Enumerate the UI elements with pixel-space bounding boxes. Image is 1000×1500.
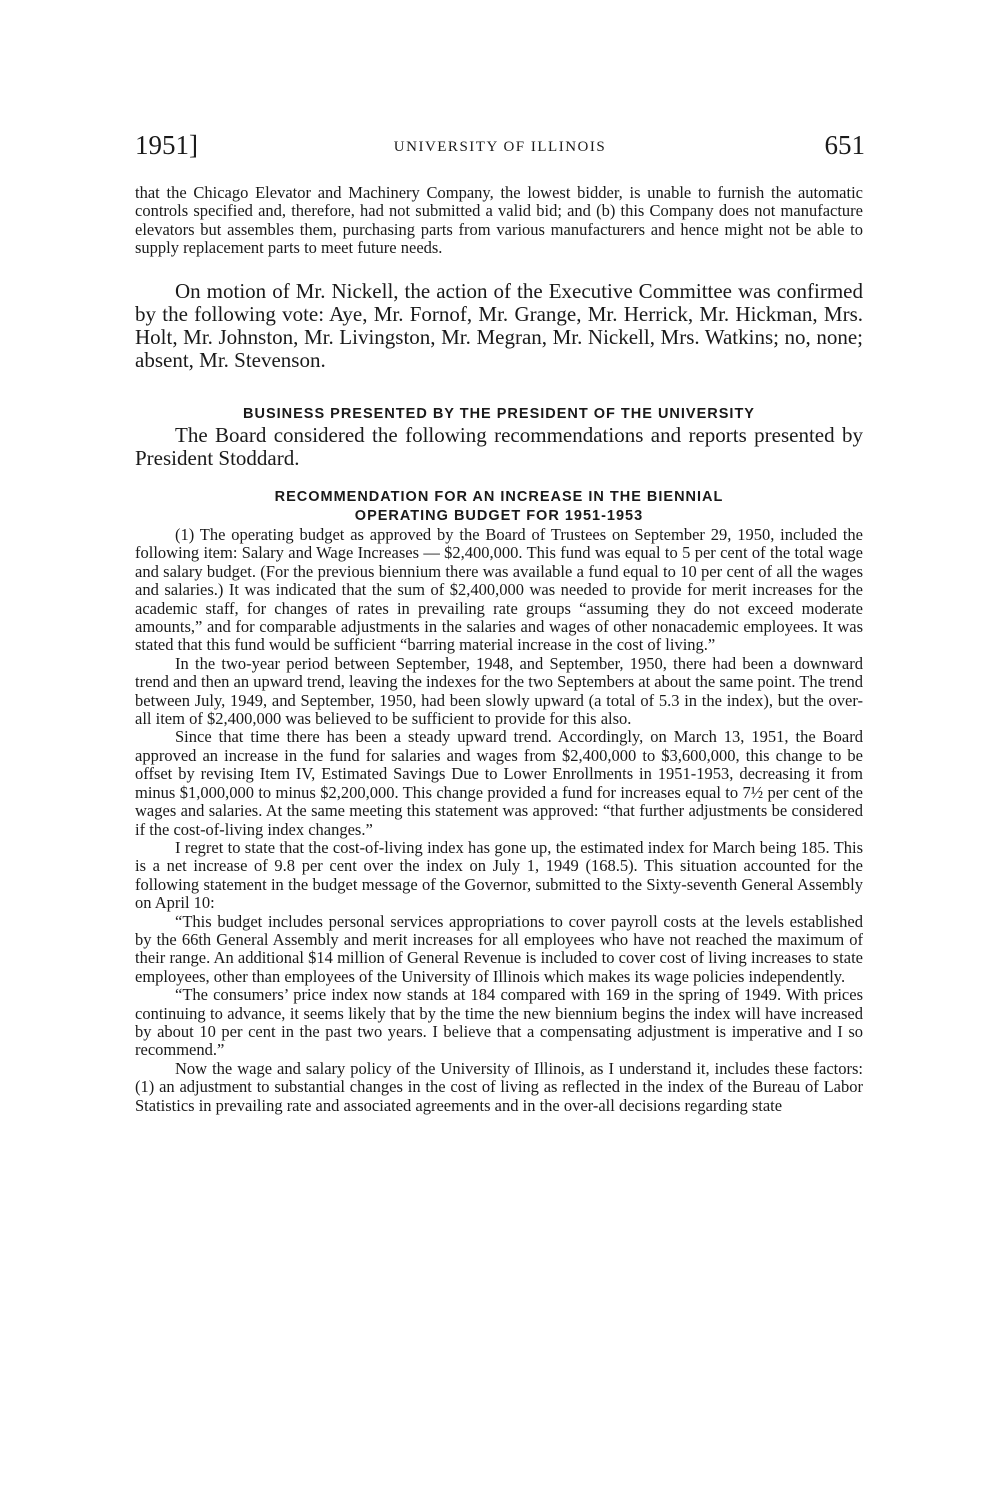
continuation-section xyxy=(135,184,863,258)
running-header xyxy=(135,128,865,162)
header-year: 1951] xyxy=(135,130,198,160)
header-title: UNIVERSITY OF ILLINOIS xyxy=(393,139,607,155)
paragraph-wage-policy: Now the wage and salary policy of the University of Illinois, as I understand it, includes these factors: (1) an adjustment to substantial changes in the cost of living as reflected in the index of the Bureau of Labor Statistics in prevailing rate and associated agreements and in the over-all decisions regarding state xyxy=(135,1058,863,1115)
president-business-section xyxy=(135,405,863,470)
paragraph-continuation: that the Chicago Elevator and Machinery Company, the lowest bidder, is unable to furnish the automatic controls specified and, therefore, had not submitted a valid bid; and (b) this Company does not manufacture elevators but assembles them, purchasing parts from various manufacturers and hence might not be able to supply replacement parts to meet future needs. xyxy=(135,183,863,258)
paragraph-board-considered: The Board considered the following recommendations and reports presented by President Stoddard. xyxy=(135,423,863,470)
paragraph-price-index-quote: “The consumers’ price index now stands at 184 compared with 169 in the spring of 1949. With prices continuing to advance, it seems likely that by the time the new biennium begins the index will have increased by about 10 per cent in the past two years. I believe that a compensating adjustment is imperative and I so recommend.” xyxy=(135,985,863,1060)
paragraph-operating-budget: (1) The operating budget as approved by the Board of Trustees on September 29, 1950, included the following item: Salary and Wage Increases — $2,400,000. This fund was equal to 5 per cent of the total wage and salary budget. (For the previous biennium there was available a fund equal to 10 per cent of all the wages and salaries.) It was indicated that the sum of $2,400,000 was needed to provide for merit increases for the academic staff, for changes of rates in prevailing rate groups “assuming they do not exceed moderate amounts,” and for comparable adjustments in the salaries and wages of other nonacademic employees. It was stated that this fund would be sufficient “barring material increase in the cost of living.” xyxy=(135,525,863,655)
paragraph-motion: On motion of Mr. Nickell, the action of the Executive Committee was confirmed by the following vote: Aye, Mr. Fornof, Mr. Grange, Mr. Herrick, Mr. Hickman, Mrs. Holt, Mr. Johnston, Mr. Livingston, Mr. Megran, Mr. Nickell, Mrs. Watkins; no, none; absent, Mr. Stevenson. xyxy=(135,279,863,372)
section-heading-recommendation-line1: RECOMMENDATION FOR AN INCREASE IN THE BIENNIAL xyxy=(274,489,724,505)
section-heading-business: BUSINESS PRESENTED BY THE PRESIDENT OF THE UNIVERSITY xyxy=(243,406,755,422)
budget-recommendation-section xyxy=(135,488,863,1115)
paragraph-cost-of-living: I regret to state that the cost-of-living index has gone up, the estimated index for March being 185. This is a net increase of 9.8 per cent over the index on July 1, 1949 (168.5). This situation accounted for the following statement in the budget message of the Governor, submitted to the Sixty-seventh General Assembly on April 10: xyxy=(135,837,863,913)
motion-section xyxy=(135,280,863,372)
paragraph-two-year-period: In the two-year period between September, 1948, and September, 1950, there had been a downward trend and then an upward trend, leaving the indexes for the two Septembers at about the same point. The trend between July, 1949, and September, 1950, had been slowly upward (a total of 5.3 in the index), but the over-all item of $2,400,000 was believed to be sufficient to provide for this also. xyxy=(135,653,863,729)
paragraph-upward-trend: Since that time there has been a steady upward trend. Accordingly, on March 13, 1951, the Board approved an increase in the fund for salaries and wages from $2,400,000 to $3,600,000, this change to be offset by revising Item IV, Estimated Savings Due to Lower Enrollments in 1951-1953, decreasing it from minus $1,000,000 to minus $2,200,000. This change provided a fund for increases equal to 7½ per cent of the wages and salaries. At the same meeting this statement was approved: “that further adjustments be considered if the cost-of-living index changes.” xyxy=(135,727,863,839)
paragraph-budget-quote: “This budget includes personal services appropriations to cover payroll costs at the levels established by the 66th General Assembly and merit increases for all employees who have not reached the maximum of their range. An additional $14 million of General Revenue is included to cover cost of living increases to state employees, other than employees of the University of Illinois which makes its wage policies independently. xyxy=(135,911,863,986)
section-heading-recommendation-line2: OPERATING BUDGET FOR 1951-1953 xyxy=(354,508,644,524)
page-number: 651 xyxy=(824,130,865,160)
